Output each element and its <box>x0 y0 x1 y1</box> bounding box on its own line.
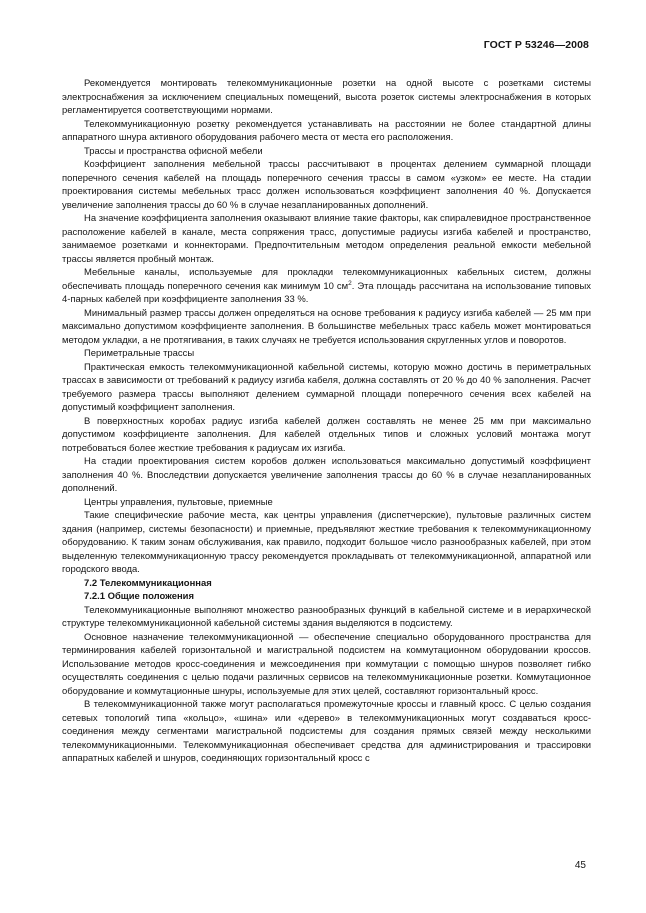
page-number: 45 <box>574 860 586 871</box>
subsection-title: Трассы и пространства офисной мебели <box>84 145 263 157</box>
paragraph <box>62 266 591 307</box>
paragraph: Рекомендуется монтировать телекоммуникационные розетки на одной высоте с розетками системы электроснабжения за исключением специальных помещений, высота розеток системы электроснабжения в которых регламентируется соответствующими нормами. <box>62 78 591 116</box>
subsection-title: Периметральные трассы <box>84 348 195 359</box>
superscript: 2 <box>348 279 352 287</box>
paragraph: В телекоммуникационной также могут располагаться промежуточные кроссы и главный кросс. С целью создания сетевых топологий типа «кольцо», «шина» или «дерево» в телекоммуникационных могут создаваться кросс-соединения между сегментами магистральной подсистемы для создания прямых связей между несколькими телекоммуникационными. Телекоммуникационная обеспечивает средства для администрирования и трассировки аппаратных кабелей и шнуров, соединяющих горизонтальный кросс с <box>62 699 591 764</box>
paragraph: Телекоммуникационные выполняют множество разнообразных функций в кабельной системе и в иерархической структуре телекоммуникационной кабельной системы здания выделяются в подсистему. <box>62 604 591 629</box>
standard-designation: ГОСТ Р 53246—2008 <box>483 39 589 51</box>
section-heading: 7.2 Телекоммуникационная <box>84 577 212 589</box>
paragraph-text: . Эта площадь рассчитана на использование типовых 4-парных кабелей при коэффициенте заполнения 33 %. <box>62 280 592 305</box>
paragraph: Такие специфические рабочие места, как центры управления (диспетчерские), пультовые различных систем здания (например, системы безопасности) и приемные, предъявляют жесткие требования к телекоммуникационному оборудованию. К таким зонам обслуживания, как правило, подходит большое число разнообразных кабелей, при этом выделенную телекоммуникационную трассу рекомендуется прокладывать от телекоммуникационной, аппаратной или городского ввода. <box>62 510 591 575</box>
paragraph: В поверхностных коробах радиус изгиба кабелей должен составлять не менее 25 мм при максимально допустимом коэффициенте заполнения. Для кабелей отдельных типов и сложных условий монтажа могут потребоваться более жесткие требования к радиусам их изгиба. <box>62 415 591 454</box>
paragraph: На значение коэффициента заполнения оказывают влияние такие факторы, как спиралевидное пространственное расположение кабелей в канале, места сопряжения трасс, допустимые радиусы изгиба кабелей и пространство, занимаемое розетками и коннекторами. Предпочтительным методом определения реальной емкости мебельной трассы является пробный монтаж. <box>62 213 591 265</box>
paragraph: Практическая емкость телекоммуникационной кабельной системы, которую можно достичь в периметральных трассах в зависимости от требований к радиусу изгиба кабеля, должна составлять от 20 % до 40 % заполнения. Расчет требуемого размера трассы выполняют делением суммарной площади поперечного сечения всех кабелей на допустимый коэффициент заполнения. <box>62 361 591 413</box>
paragraph: На стадии проектирования систем коробов должен использоваться максимально допустимый коэффициент заполнения 40 %. Впоследствии допускается увеличение заполнения трассы до 60 % в случае незапланированных дополнений. <box>62 456 591 494</box>
paragraph: Коэффициент заполнения мебельной трассы рассчитывают в процентах делением суммарной площади поперечного сечения кабелей на площадь поперечного сечения трассы в самом «узком» ее месте. На стадии проектирования системы мебельных трасс должен использоваться коэффициент заполнения 40 %. Допускается увеличение заполнения трассы до 60 % в случае незапланированных дополнений. <box>62 159 591 211</box>
paragraph-text: Мебельные каналы, используемые для прокладки телекоммуникационных кабельных систем, должны обеспечивать площадь поперечного сечения как минимум 10 см <box>62 267 591 292</box>
paragraph: Минимальный размер трассы должен определяться на основе требования к радиусу изгиба кабелей — 25 мм при максимально допустимом коэффициенте заполнения. В большинстве мебельных трасс кабель может монтироваться методом укладки, а не протягивания, в таких случаях не требуется использования скругленных углов и поворотов. <box>62 307 591 346</box>
document-body <box>62 77 591 766</box>
subsection-title: Центры управления, пультовые, приемные <box>84 496 273 508</box>
paragraph: Основное назначение телекоммуникационной — обеспечение специально оборудованного пространства для терминирования кабелей горизонтальной и магистральной подсистем на коммутационном оборудовании кроссов. Использование методов кросс-соединения и межсоединения при коммутации с помощью шнуров позволяет гибко осуществлять соединения с целью подачи различных сервисов на телекоммуникационные розетки. Коммутационное оборудование и коммутационные шнуры, используемые для этих целей, составляют горизонтальный кросс. <box>62 631 591 697</box>
paragraph: Телекоммуникационную розетку рекомендуется устанавливать на расстоянии не более стандартной длины аппаратного шнура активного оборудования рабочего места от места его расположения. <box>62 118 591 143</box>
subsection-heading: 7.2.1 Общие положения <box>84 591 194 602</box>
